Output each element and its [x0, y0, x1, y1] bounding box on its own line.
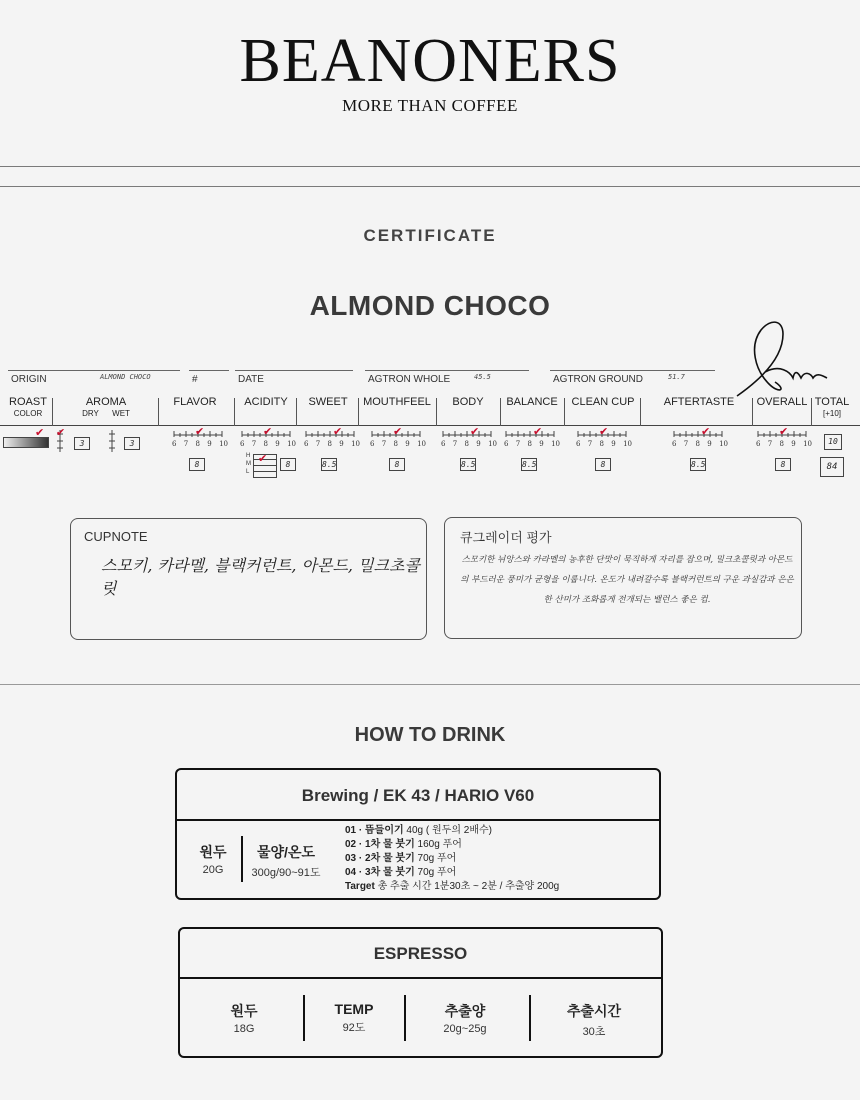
info-row — [0, 370, 860, 390]
cupnote-title: CUPNOTE — [84, 529, 148, 544]
scale-numbers: 6 7 8 9 10 — [240, 440, 296, 448]
aftertaste-scale — [672, 428, 728, 448]
q-grader-panel — [444, 517, 802, 639]
divider — [0, 684, 860, 685]
coffee-name: ALMOND CHOCO — [309, 290, 551, 321]
agtron-whole-label: AGTRON WHOLE — [368, 374, 451, 385]
clean-cup-header: CLEAN CUP — [571, 396, 635, 408]
brew-step: 03 · 2차 물 붓기 70g 푸어 — [345, 853, 457, 864]
body-score: 8.5 — [461, 460, 476, 469]
overall-scale — [756, 428, 812, 448]
espresso-yield-stat: 추출양 20g~25g — [443, 1003, 487, 1035]
espresso-time-stat: 추출시간 30초 — [566, 1003, 622, 1038]
roast-header: ROAST COLOR — [9, 396, 47, 418]
espresso-temp-stat: TEMP 92도 — [334, 1001, 374, 1034]
brew-step: 02 · 1차 물 붓기 160g 푸어 — [345, 839, 462, 850]
scale-numbers: 6 7 8 9 10 — [304, 440, 360, 448]
brand-tagline: MORE THAN COFFEE — [342, 96, 518, 115]
signature-icon — [735, 312, 830, 407]
cupnote-text: 스모키, 카라멜, 블랙커런트, 아몬드, 밀크초콜릿 — [101, 556, 420, 598]
aroma-header: AROMA DRY WET — [82, 396, 130, 418]
brewing-header: Brewing / EK 43 / HARIO V60 — [177, 770, 659, 821]
checkmark-icon: ✔ — [701, 426, 711, 438]
divider — [0, 166, 860, 167]
checkmark-icon: ✔ — [599, 426, 609, 438]
body-scale — [441, 428, 497, 448]
brew-target: Target 총 추출 시간 1분30초 ~ 2분 / 추출양 200g — [345, 881, 560, 892]
checkmark-icon: ✔ — [470, 426, 480, 438]
overall-score: 8 — [775, 458, 791, 471]
espresso-box — [178, 927, 663, 1058]
acidity-score: 8 — [280, 458, 296, 471]
checkmark-icon: ✔ — [35, 427, 45, 439]
brewing-box — [175, 768, 661, 900]
cupnote-panel — [70, 518, 427, 640]
origin-label: ORIGIN — [11, 374, 47, 385]
agtron-ground-value: 51.7 — [668, 373, 685, 381]
checkmark-icon: ✔ — [779, 426, 789, 438]
brand-header — [0, 27, 860, 116]
mouthfeel-scale — [370, 428, 426, 448]
clean-cup-score: 8 — [595, 458, 611, 471]
flavor-header: FLAVOR — [173, 396, 217, 408]
scale-numbers: 6 7 8 9 10 — [504, 440, 560, 448]
score-scales — [0, 428, 860, 488]
how-to-drink-title: HOW TO DRINK — [354, 724, 506, 746]
aftertaste-header: AFTERTASTE — [663, 396, 735, 408]
checkmark-icon: ✔ — [533, 426, 543, 438]
acidity-intensity-labels: H M L — [246, 453, 251, 475]
aroma-wet-score: 3 — [124, 437, 140, 450]
overall-header: OVERALL — [756, 396, 808, 408]
scale-numbers: 6 7 8 9 10 — [576, 440, 632, 448]
agtron-ground-label: AGTRON GROUND — [553, 374, 643, 385]
brew-step: 04 · 3차 물 붓기 70g 푸어 — [345, 867, 457, 878]
clean-cup-scale — [576, 428, 632, 448]
score-header-row — [0, 396, 860, 426]
checkmark-icon: ✔ — [56, 427, 66, 439]
sweet-scale — [304, 428, 360, 448]
divider — [303, 995, 305, 1041]
number-label: # — [192, 374, 198, 385]
checkmark-icon: ✔ — [333, 426, 343, 438]
origin-value: ALMOND CHOCO — [100, 373, 151, 381]
sweet-header: SWEET — [308, 396, 348, 408]
brand-logo: BEANONERS — [239, 27, 621, 95]
flavor-score: 8 — [189, 458, 205, 471]
q-grader-title: 큐그레이더 평가 — [460, 530, 552, 545]
aroma-wet-scale — [106, 428, 120, 454]
scale-numbers: 6 7 8 9 10 — [756, 440, 812, 448]
bonus-score: 10 — [824, 434, 842, 450]
brew-bean-stat: 원두 20G — [199, 844, 227, 876]
aroma-dry-score: 3 — [74, 437, 90, 450]
date-label: DATE — [238, 374, 264, 385]
certificate-label: CERTIFICATE — [363, 226, 497, 245]
checkmark-icon: ✔ — [263, 426, 273, 438]
divider — [404, 995, 406, 1041]
checkmark-icon: ✔ — [258, 453, 268, 465]
scale-numbers: 6 7 8 9 10 — [672, 440, 728, 448]
acidity-header: ACIDITY — [244, 396, 288, 408]
brew-water-stat: 물양/온도 300g/90~91도 — [251, 844, 321, 879]
scale-numbers: 6 7 8 9 10 — [370, 440, 426, 448]
checkmark-icon: ✔ — [393, 426, 403, 438]
total-score: 84 — [820, 457, 844, 477]
balance-header: BALANCE — [506, 396, 558, 408]
brew-steps — [345, 824, 559, 894]
espresso-header: ESPRESSO — [180, 929, 661, 979]
mouthfeel-score: 8 — [389, 458, 405, 471]
agtron-whole-value: 45.5 — [474, 373, 491, 381]
sweet-score: 8.5 — [322, 460, 337, 469]
flavor-scale — [172, 428, 228, 448]
divider — [0, 186, 860, 187]
mouthfeel-header: MOUTHFEEL — [363, 396, 431, 408]
balance-scale — [504, 428, 560, 448]
scale-numbers: 6 7 8 9 10 — [441, 440, 497, 448]
body-header: BODY — [452, 396, 484, 408]
balance-score: 8.5 — [522, 460, 537, 469]
scale-numbers: 6 7 8 9 10 — [172, 440, 228, 448]
total-header: TOTAL [+10] — [814, 396, 850, 418]
q-grader-text: 스모키한 뉘앙스와 카라멜의 농후한 단맛이 묵직하게 자리를 잡으며, 밀크초콜릿과 아몬드의 부드러운 풍미가 균형을 이룹니다. 온도가 내려갈수록 블랙커런트의 구운 과실감과 은은한 산미가 조화롭게 전개되는 밸런스 좋은 컵. — [460, 555, 794, 605]
aftertaste-score: 8.5 — [691, 460, 706, 469]
brew-step: 01 · 뜸들이기 40g ( 원두의 2배수) — [345, 825, 492, 836]
divider — [529, 995, 531, 1041]
checkmark-icon: ✔ — [195, 426, 205, 438]
acidity-scale — [240, 428, 296, 448]
divider — [241, 836, 243, 882]
espresso-bean-stat: 원두 18G — [230, 1003, 258, 1035]
